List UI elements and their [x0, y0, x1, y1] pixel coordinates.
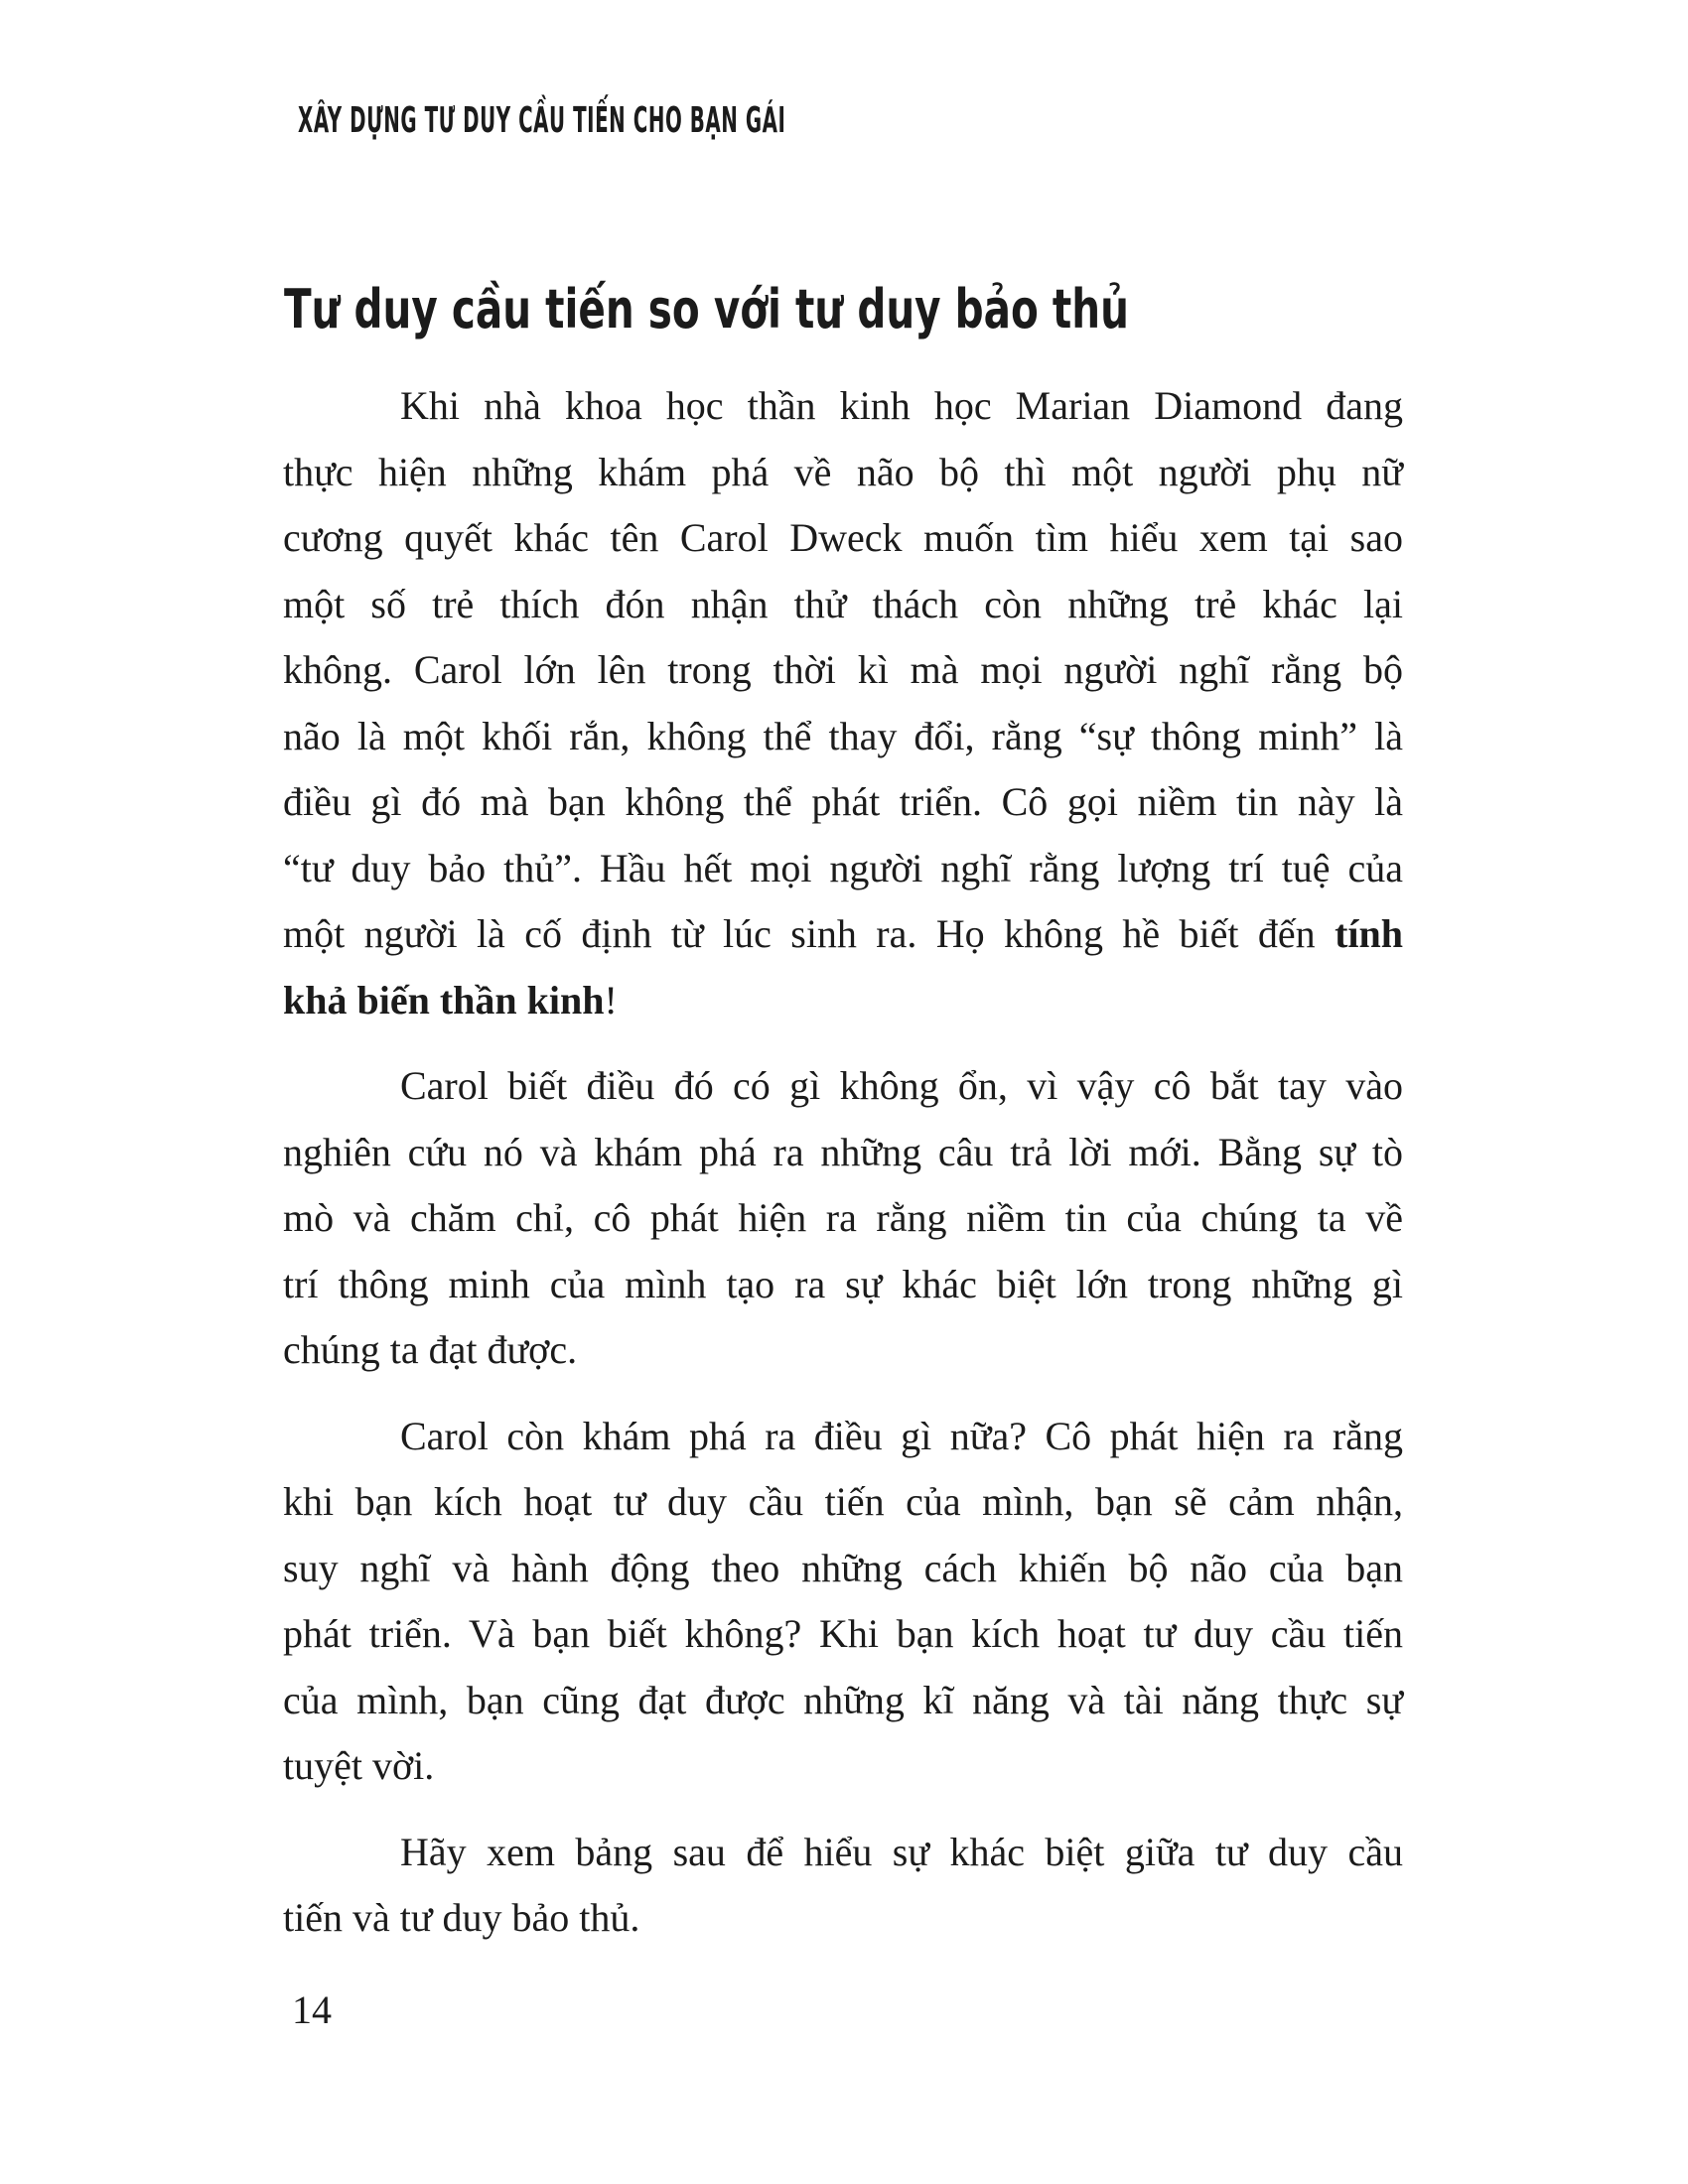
text-line	[283, 1733, 1403, 1800]
paragraph	[283, 1820, 1403, 1952]
text-line	[283, 1469, 1403, 1536]
text-line	[283, 1820, 1403, 1886]
text-segment: một số trẻ thích đón nhận thử thách còn những trẻ khác lại	[283, 581, 1403, 626]
page-number: 14	[292, 1987, 332, 2032]
text-line	[283, 1668, 1403, 1734]
text-line	[283, 769, 1403, 836]
paragraph	[283, 1053, 1403, 1384]
bold-text: khả biến thần kinh	[283, 977, 605, 1023]
text-line	[283, 1601, 1403, 1668]
text-line	[283, 373, 1403, 440]
text-line	[283, 1885, 1403, 1952]
text-line	[283, 637, 1403, 704]
bold-text: tính	[1335, 911, 1403, 956]
text-line	[283, 1536, 1403, 1602]
text-line	[283, 1252, 1403, 1318]
text-segment: Khi nhà khoa học thần kinh học Marian Diamond đang	[400, 383, 1403, 428]
text-segment: Carol còn khám phá ra điều gì nữa? Cô phát hiện ra rằng	[400, 1413, 1403, 1458]
text-line	[283, 1120, 1403, 1186]
text-segment: của mình, bạn cũng đạt được những kĩ năng và tài năng thực sự	[283, 1677, 1403, 1722]
text-line	[283, 901, 1403, 968]
text-segment: nghiên cứu nó và khám phá ra những câu trả lời mới. Bằng sự tò	[283, 1129, 1403, 1174]
text-segment: phát triển. Và bạn biết không? Khi bạn kích hoạt tư duy cầu tiến	[283, 1611, 1403, 1656]
text-segment: não là một khối rắn, không thể thay đổi, rằng “sự thông minh” là	[283, 713, 1403, 758]
paragraph	[283, 1404, 1403, 1800]
text-segment: “tư duy bảo thủ”. Hầu hết mọi người nghĩ rằng lượng trí tuệ của	[283, 845, 1403, 890]
text-segment: suy nghĩ và hành động theo những cách khiến bộ não của bạn	[283, 1545, 1403, 1590]
text-segment: trí thông minh của mình tạo ra sự khác biệt lớn trong những gì	[283, 1261, 1403, 1306]
text-line	[283, 1404, 1403, 1470]
text-line	[283, 704, 1403, 770]
text-line	[283, 1053, 1403, 1120]
paragraph	[283, 373, 1403, 1033]
text-line	[283, 505, 1403, 572]
text-line	[283, 1185, 1403, 1252]
text-line	[283, 572, 1403, 638]
section-heading: Tư duy cầu tiến so với tư duy bảo thủ	[284, 278, 1129, 341]
text-line	[283, 440, 1403, 506]
text-segment: Carol biết điều đó có gì không ổn, vì vậy cô bắt tay vào	[400, 1063, 1403, 1108]
text-segment: tiến và tư duy bảo thủ.	[283, 1895, 640, 1940]
text-segment: khi bạn kích hoạt tư duy cầu tiến của mình, bạn sẽ cảm nhận,	[283, 1479, 1403, 1524]
body-text	[283, 373, 1403, 1952]
text-segment: !	[604, 977, 618, 1023]
running-header: XÂY DỰNG TƯ DUY CẦU TIẾN CHO BẠN GÁI	[298, 100, 786, 141]
text-line	[283, 1317, 1403, 1384]
text-segment: cương quyết khác tên Carol Dweck muốn tìm hiểu xem tại sao	[283, 515, 1403, 560]
text-segment: chúng ta đạt được.	[283, 1327, 578, 1372]
text-line	[283, 836, 1403, 902]
text-line	[283, 968, 1403, 1034]
text-segment: một người là cố định từ lúc sinh ra. Họ không hề biết đến	[283, 911, 1336, 956]
text-segment: không. Carol lớn lên trong thời kì mà mọi người nghĩ rằng bộ	[283, 647, 1403, 692]
text-segment: tuyệt vời.	[283, 1743, 435, 1788]
text-segment: mò và chăm chỉ, cô phát hiện ra rằng niềm tin của chúng ta về	[283, 1195, 1403, 1240]
text-segment: Hãy xem bảng sau để hiểu sự khác biệt giữa tư duy cầu	[400, 1829, 1403, 1874]
text-segment: điều gì đó mà bạn không thể phát triển. Cô gọi niềm tin này là	[283, 779, 1403, 824]
text-segment: thực hiện những khám phá về não bộ thì một người phụ nữ	[283, 449, 1403, 494]
